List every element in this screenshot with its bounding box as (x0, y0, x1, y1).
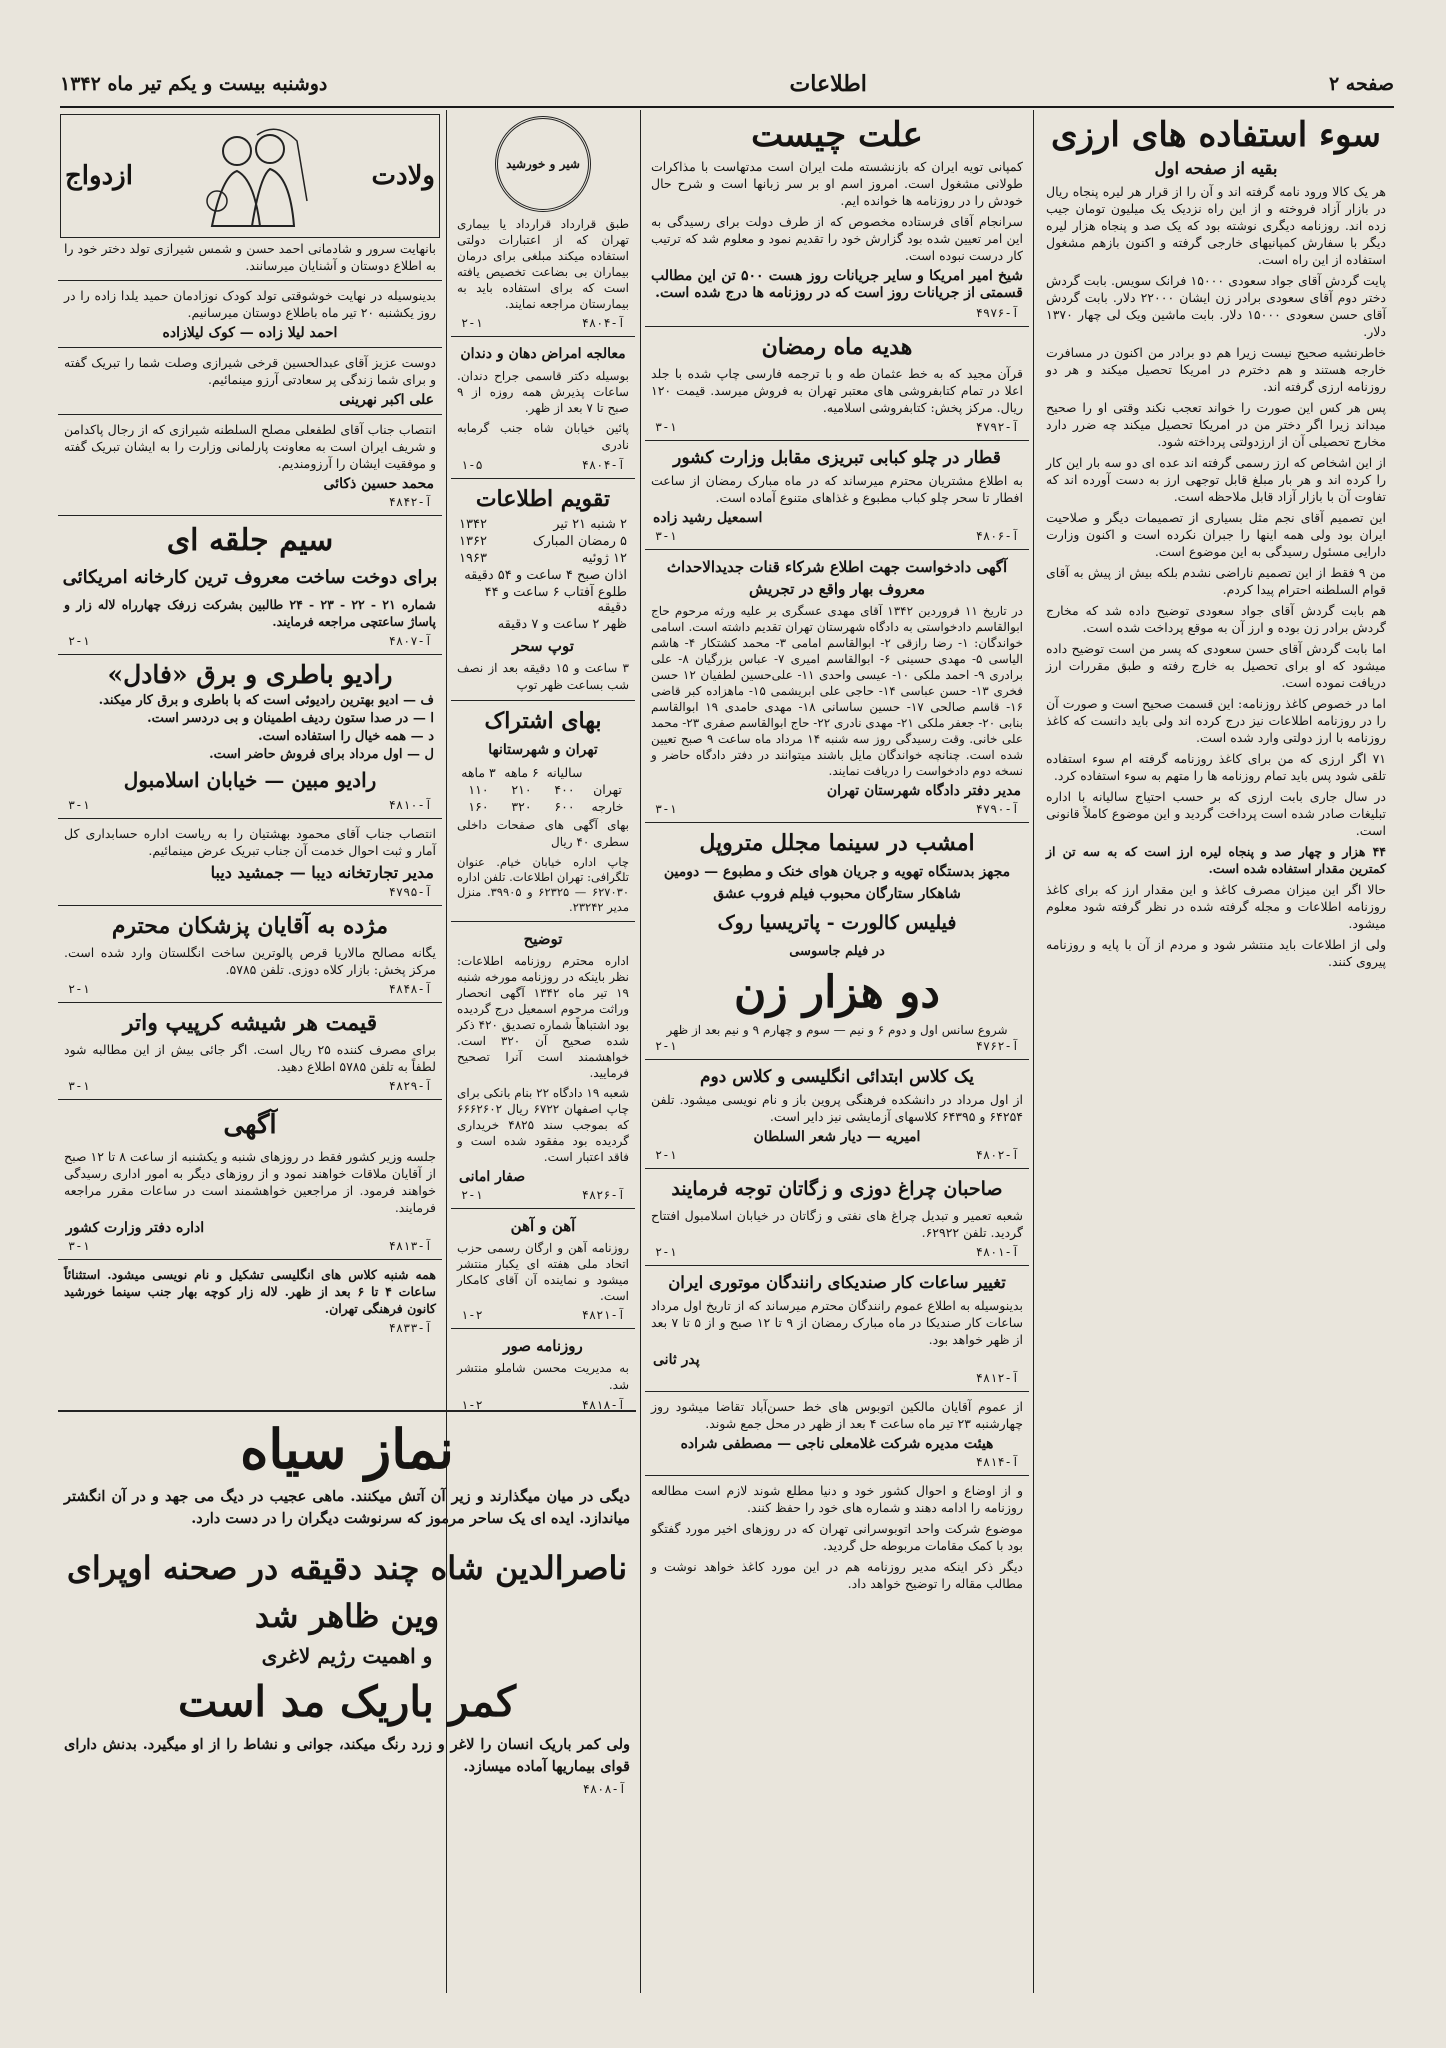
announcement: بانهایت سرور و شادمانی احمد حسن و شمس شیرازی تولد دختر خود را به اطلاع دوستان و آشنایان میرسانند. (64, 241, 436, 273)
notice-title: آگهی (223, 1110, 277, 1140)
calendar-row: طلوع آفتاب ۶ ساعت و ۴۴ دقیقه (484, 585, 627, 615)
film-headline: و اهمیت رژیم لاغری (261, 1644, 433, 1668)
article-paragraph: من ۹ فقط از این تصمیم ناراضی نشدم بلکه بیش از پیش به آقای قوام السلطنه احترام پیدا کردم. (1046, 565, 1387, 597)
ad-ref: آ-۴۸۴۲ (388, 495, 432, 509)
ad-ref: آ-۴۸۲۶ ۲-۱ (461, 1188, 625, 1202)
ad-title: قطار در چلو کبابی تبریزی مقابل وزارت کشور (673, 448, 1001, 468)
class-address: امیریه — دیار شعر السلطان (753, 1129, 921, 1145)
sahar-title: توپ سحر (512, 637, 574, 655)
article-title: سوء استفاده های ارزی (1050, 115, 1382, 155)
ad-ref: آ-۴۹۷۶ (975, 306, 1019, 320)
column-news (645, 112, 1029, 1992)
page-number: صفحه ۲ (1328, 73, 1394, 95)
notice-text: در تاریخ ۱۱ فروردین ۱۳۴۲ آقای مهدی عسگری بر علیه ورثه مرحوم حاج ابوالقاسم دادخواستی به دادگاه شهرستان تهران تقدیم داشته است. اسامی خواندگان: ۱- رضا رازقی ۲- ابوالقاسم امامی ۳- محمد کشتکار ۴- هاشم الیاسی ۵- مهدی حسینی ۶- ابوالقاسم امیری ۷- عباس بزرگیان ۸- علی برادری ۹- احمد ملکی ۱۰- عیسی واحدی ۱۱- علی‌حسین لطفیان ۱۲ حسن فخری ۱۳- حسن عباسی ۱۴- حاجی علی ابریشمی ۱۵- ماهزاده کبر قاضی ۱۶- قاسم صالحی ۱۷- حسین ساسانی ۱۸- مهدی حامدی ۱۹ ابوالقاسم بنابی ۲۰- جعفر ملکی ۲۱- مهدی نادری ۲۲- حاج ابوالقاسم صفری ۲۳- محمد علی خانی. وقت رسیدگی روز سه شنبه ۱۴ مرداد ماه ساعت ۹ صبح تعیین شده است. چنانچه خواندگان مایل باشند میتوانند در دفتر دادگاه حاضر و نسخه دوم دادخواست را دریافت نمایند. (651, 604, 1024, 778)
ad-title: هدیه ماه رمضان (761, 334, 913, 360)
column-ads (58, 112, 442, 1402)
paper-name: اطلاعات (789, 71, 867, 97)
doctors-title: مژده به آقایان پزشکان محترم (111, 913, 389, 939)
wire-title: سیم جلقه ای (166, 523, 334, 558)
announcement-signature: احمد لیلا زاده — کوک لیلازاده (162, 325, 338, 341)
owners-text: شعبه تعمیر و تبدیل چراغ های نفتی و زگاتان در خیابان اسلامبول افتتاح گردید. تلفن ۶۲۹۲۲. (651, 1208, 1023, 1240)
article-paragraph: اما بابت گردش آقای حسن سعودی که پسر من است توضیح داده میشود که او برای تحصیل به خارج رفته و طبق مقررات ارز دریافت نموده است. (1046, 641, 1386, 690)
ad-text: به اطلاع مشتریان محترم میرساند که در ماه مبارک رمضان از ساعت افطار تا سحر چلو کباب مطبوع و غذاهای متنوع آماده است. (651, 473, 1023, 505)
owners-title: صاحبان چراغ دوزی و زگاتان توجه فرمایند (671, 1178, 1003, 1200)
ad-ref: آ-۴۸۱۰ ۳-۱ (68, 798, 432, 812)
article-closing: ولی از اطلاعات باید منتشر شود و مردم از آن با پایه و روزنامه پیروی کنند. (1046, 937, 1386, 969)
doctors-text: یگانه مصالح مالاریا قرص پالوترین ساخت انگلستان وارد شده است. مرکز پخش: بازار کلاه دوزی. تلفن ۵۷۸۵. (64, 945, 436, 977)
article-title: علت چیست (751, 115, 923, 155)
article-paragraph: کمپانی تویه ایران که بازنشسته ملت ایران است مدتهاست با مذاکرات طولانی مشغول است. امروز اسم او بر سر زبانها است و شرح حال خودش را در روزنامه ها خوانده ایم. (651, 159, 1023, 208)
ad-ref: آ-۴۸۱۲ (975, 1371, 1019, 1385)
article-paragraph: این تصمیم آقای نجم مثل بسیاری از تصمیمات دیگر و صلاحیت ایران بود ولی همه اینها را جبران نکرده است و اکنون وزارت دارایی مسئول رسیدگی به این موضوع است. (1046, 510, 1386, 559)
column-info (451, 112, 635, 1412)
ad-ref: آ-۴۷۶۲ ۲-۱ (655, 1039, 1019, 1053)
cinema-film-title: دو هزار زن (734, 967, 940, 1018)
dental-title: معالجه امراض دهان و دندان (460, 346, 626, 362)
radio-feature: ا — در صدا ستون ردیف اطمینان و بی دردسر است. (147, 711, 434, 726)
film-outro: ولی کمر باریک انسان را لاغر و زرد رنگ میکند، جوانی و نشاط را از او میگیرد. بدنش دارای قوای بیماریها آماده میسازد. (64, 1736, 630, 1775)
ad-ref: آ-۴۸۰۶ ۳-۱ (655, 529, 1019, 543)
radio-shop: رادیو مبین — خیابان اسلامبول (123, 768, 377, 792)
lion-sun-emblem: شیر و خورشید (495, 116, 591, 212)
birth-label: ولادت (371, 161, 435, 191)
continued-label: بقیه از صفحه اول (1154, 159, 1278, 178)
radio-feature: د — همه خیال را استفاده است. (258, 729, 434, 744)
radio-feature: ل — اول مرداد برای فروش حاضر است. (209, 747, 434, 762)
calendar-row: ظهر ۲ ساعت و ۷ دقیقه (497, 617, 627, 632)
ad-ref: آ-۴۸۲۱ ۱-۲ (461, 1308, 625, 1322)
article-paragraph: در سال جاری بابت ارزی که بر حسب احتیاج سالیانه با اداره تبلیغات صادر شده است پرداخت گردید و این موضوع کاملاً قانونی است. (1046, 789, 1386, 838)
notice-signature: مدیر دفتر دادگاه شهرستان تهران (826, 783, 1021, 799)
drivers-title: تغییر ساعات کار صندیکای رانندگان موتوری ایران (668, 1273, 1006, 1292)
rooz-title: روزنامه صور (503, 1337, 583, 1355)
notice-title: آگهی دادخواست جهت اطلاع شرکاء قنات جدیدالاحداث معروف بهار واقع در تجریش (666, 558, 1008, 598)
announcement: بدینوسیله در نهایت خوشوقتی تولد کودک نوزادمان حمید یلدا زاده را در روز یکشنبه ۲۰ تیر ماه باطلاع دوستان میرسانیم. (64, 288, 436, 320)
dental-address: پائین خیابان شاه جنب گرمابه نادری (457, 421, 629, 452)
drivers-signature: پدر ثانی (653, 1352, 700, 1368)
ad-ref: آ-۴۸۱۴ (975, 1455, 1019, 1469)
masthead (60, 62, 1394, 108)
ad-ref: آ-۴۸۰۷ ۲-۱ (68, 634, 432, 648)
film-headline: وین ظاهر شد (254, 1597, 440, 1635)
class-title: یک کلاس ابتدائی انگلیسی و کلاس دوم (699, 1067, 975, 1087)
ad-ref: آ-۴۸۰۱ ۲-۱ (655, 1245, 1019, 1259)
iron-text: روزنامه آهن و ارگان رسمی حزب اتحاد ملی هفته ای یکبار منتشر میشود و نماینده آن آقای کامکار است. (457, 1241, 629, 1303)
announcement-signature: علی اکبر نهرینی (339, 392, 434, 408)
cinema-times: شروع سانس اول و دوم ۶ و نیم — سوم و چهارم ۹ و نیم بعد از ظهر (666, 1023, 1008, 1037)
marriage-birth-banner (60, 114, 440, 238)
ad-ref: آ-۴۸۰۲ ۲-۱ (655, 1148, 1019, 1162)
article-paragraph: ۷۱ اگر ارزی که من برای کاغذ روزنامه گرفته ام سوء استفاده تلقی شود پس باید تمام روزنامه ها را متهم به سوء استفاده کرد. (1046, 751, 1386, 783)
article-paragraph: پس هر کس این صورت را خواند تعجب نکند وقتی او را صحیح میداند زیرا اگر دختر من در امریکا تحصیل میکند چه ضرر دارد مخارج تحصیلی آن از ارزدولتی پرداخته شود. (1046, 400, 1386, 449)
article-paragraph: حالا اگر این میزان مصرف کاغذ و این مقدار ارز که برای کاغذ روزنامه اطلاعات و مجله گرفته شده در نظر گرفته شود معلوم میشود. (1046, 882, 1386, 931)
crepe-title: قیمت هر شیشه کرپیپ واتر (122, 1010, 378, 1036)
film-headline: کمر باریک مد است (177, 1677, 516, 1726)
announcement: انتصاب جناب آقای لطفعلی مصلح السلطنه شیرازی که از رجال پاکدامن و شریف ایران است به معاونت پارلمانی وزارت را به ایشان تبریک گفته و موفقیت ایشان را آرزومندیم. (64, 422, 436, 471)
calendar-row: اذان صبح ۴ ساعت و ۵۴ دقیقه (464, 568, 627, 583)
cinema-subtitle: مجهز بدستگاه تهویه و جریان هوای خنک و مطبوع — دومین شاهکار ستارگان محبوب فیلم فروب عشق (663, 864, 1011, 902)
article-paragraph: سرانجام آقای فرستاده مخصوص که از طرف دولت برای رسیدگی به این امر تعیین شده بود گزارش خود را تقدیم نمود و معلوم شد که ترتیب کار درست نبوده است. (651, 214, 1023, 263)
congrats-signature: مدیر تجارتخانه دیبا — جمشید دیبا (210, 863, 434, 882)
calendar-table (451, 517, 635, 632)
ad-ref: آ-۴۸۴۸ ۲-۱ (68, 982, 432, 996)
ad-ref: آ-۴۸۰۴ ۱-۵ (461, 458, 625, 472)
notice-signature: اداره دفتر وزارت کشور (66, 1220, 205, 1236)
cinema-genre: در فیلم جاسوسی (789, 944, 885, 959)
film-advertisement (58, 1410, 636, 1972)
ad-ref: آ-۴۷۹۵ (388, 885, 432, 899)
column-rule (640, 110, 641, 1993)
ad-ref: آ-۴۸۰۴ ۲-۱ (461, 316, 625, 330)
article-paragraph: خاطرنشیه صحیح نیست زیرا هم دو برادر من اکنون در مسافرت خارجه هستند و هم دخترم در امریکا تحصیل میکند و هر دو روزنامه ارزی گرفته اند. (1046, 345, 1386, 394)
radio-feature: ف — ادیو بهترین رادیوئی است که با باطری و برق کار میکند. (98, 693, 434, 708)
ad-ref: آ-۴۸۲۹ ۳-۱ (68, 1079, 432, 1093)
ad-ref: آ-۴۸۱۳ ۳-۱ (68, 1239, 432, 1253)
cinema-stars: فیلیس کالورت - پاتریسیا روک (717, 912, 957, 934)
article-paragraph: اما در خصوص کاغذ روزنامه: این قسمت صحیح است و صورت آن را در روزنامه اطلاعات نیز درج کرده اند ولی باید دانست که کاغذ روزنامه با ارز دولتی وارد شده است. (1046, 696, 1386, 745)
couple-illustration-icon (182, 121, 322, 231)
notice-text: جلسه وزیر کشور فقط در روزهای شنبه و یکشنبه از ساعت ۸ تا ۱۲ صبح از آقایان ملاقات خواهند نمود و از روزهای دیگر به امور اداری رسیدگی خواهند فرمود. از مراجعین خواهشمند است در ساعات مقرر مراجعه فرمایند. (64, 1149, 437, 1215)
article-paragraph: شیخ امیر امریکا و سایر جریانات روز هست ۵۰۰ تن این مطالب قسمتی از جریانات روز است که در روزنامه ها درج شده است. (651, 268, 1023, 301)
subscription-note: بهای آگهی های صفحات داخلی سطری ۴۰ ریال (457, 818, 629, 849)
column-arz-article (1040, 112, 1392, 1992)
calendar-row: ۲ شنبه ۲۱ تیر ۱۳۴۲ (459, 517, 627, 532)
congrats-text: انتصاب جناب آقای محمود بهشتیان را به ریاست اداره حسابداری کل آمار و ثبت احوال خدمت آن جناب تبریک عرض مینمائیم. (64, 826, 436, 858)
marriage-label: ازدواج (65, 161, 133, 191)
calendar-title: تقویم اطلاعات (475, 486, 611, 512)
article-paragraph: از این اشخاص که ارز رسمی گرفته اند عده ای دو سه بار این کار را کرده اند و هر بار مبلغ قابل توجهی ارز به دست آورده اند که تفاوت آن با بازار آزاد قابل ملاحظه است. (1046, 455, 1386, 504)
dental-text: بوسیله دکتر قاسمی جراح دندان. ساعات پذیرش همه روزه از ۹ صبح تا ۷ بعد از ظهر. (457, 369, 629, 415)
office-address: چاپ اداره خیابان خیام. عنوان تلگرافی: تهران اطلاعات. تلفن اداره ۶۲۷۰۳۰ — ۶۲۳۲۵ و ۳۹۹۰۵. منزل مدیر ۲۳۲۴۲. (457, 855, 629, 914)
wire-subtitle: برای دوخت ساخت معروف ترین کارخانه امریکائی (62, 567, 438, 588)
closing-paragraph: دیگر ذکر اینکه مدیر روزنامه هم در این مورد کاغذ خواهد نوشت و مطالب مقاله را توضیح خواهد داد. (651, 1559, 1023, 1591)
classes-text: همه شنبه کلاس های انگلیسی تشکیل و نام نویسی میشود. استثنائاً ساعات ۴ تا ۶ بعد از ظهر. لاله زار کوچه بهار جنب سینما خورشید کانون فرهنگی تهران. (64, 1267, 436, 1316)
clarification-text: اداره محترم روزنامه اطلاعات: نظر باینکه در روزنامه مورخه شنبه ۱۹ تیر ماه ۱۳۴۲ آگهی انحصار وراثت مرحوم اسمعیل درج گردیده بود اشتباهاً شماره تصدیق ۴۲۰ ذکر شده صحیح آن ۳۲۰ است. خواهشمند است آنرا تصحیح فرمایید. (457, 954, 629, 1080)
sahar-text: ۳ ساعت و ۱۵ دقیقه بعد از نصف شب بساعت ظهر توپ (457, 661, 629, 692)
ad-ref: آ-۴۷۹۲ ۳-۱ (655, 420, 1019, 434)
article-paragraph: پایت گردش آقای جواد سعودی ۱۵۰۰۰ فرانک سویس. بابت گردش دختر دوم آقای سعودی برادر زن ایشان ۲۲۰۰۰ دلار. بابت گردش آقای حسن سعودی ۱۵۰۰۰ دلار. بابت ماشین ویک لی چهار ۱۳۷۰ دلار. (1046, 273, 1387, 339)
rooz-text: به مدیریت محسن شاملو منتشر شد. (457, 1361, 629, 1392)
article-paragraph: هم بابت گردش آقای جواد سعودی توضیح داده شد که مخارج گردش برادر زن بوده و ارز آن به موقع پرداخت شده است. (1046, 603, 1386, 635)
article-paragraph: ۴۴ هزار و چهار صد و پنجاه لیره ارز است که به سه تن از کمترین مقدار استفاده شده است. (1046, 844, 1386, 876)
announcement: دوست عزیز آقای عبدالحسین قرخی شیرازی وصلت شما را تبریک گفته و برای شما زندگی پر سعادتی آرزو مینمائیم. (64, 355, 436, 387)
closing-paragraph: موضوع شرکت واحد اتوبوسرانی تهران که در روزهای اخیر مورد گفتگو بود با کمک مقامات مربوطه حل گردید. (651, 1521, 1023, 1553)
iron-title: آهن و آهن (510, 1217, 576, 1235)
film-title: نماز سیاه (240, 1417, 454, 1481)
column-rule (1033, 110, 1034, 1993)
closing-paragraph: و از اوضاع و احوال کشور خود و دنیا مطلع شوند لازم است مطالعه روزنامه را ادامه دهند و شماره های خود را حفظ کنند. (651, 1483, 1023, 1515)
calendar-row: ۵ رمضان المبارک ۱۳۶۲ (459, 534, 627, 549)
issue-date: دوشنبه بیست و یکم تیر ماه ۱۳۴۲ (60, 73, 328, 95)
calendar-row: ۱۲ ژوئیه ۱۹۶۳ (459, 551, 627, 566)
subscription-subtitle: تهران و شهرستانها (488, 742, 598, 758)
announcement-signature: محمد حسین ذکائی (323, 476, 434, 492)
film-intro: دیگی در میان میگذارند و زیر آن آتش میکنند. ماهی عجیب در دیگ می جهد و در آن انگشتر میاندازد. ایده ای یک ساحر مرموز که سرنوشت دیگران را در دست دارد. (64, 1488, 630, 1527)
article-paragraph: هر یک کالا ورود نامه گرفته اند و آن را از قرار هر لیره پنجاه ریال در بازار آزاد فروخته و از این راه نزدیک یک میلیون تومان جیب زده اند. روزنامه دیگری نوشته بود که یک صد و پنجاه هزار لیره دیگر با سفارش کمپانیهای خارجی گرفته و اکنون بازهم مشغول استفاده از این راه است. (1046, 184, 1386, 267)
info-text: طبق قرارداد قرارداد یا بیماری تهران که از اعتبارات دولتی استفاده میکند مبلغی برای درمان بیماران بی بضاعت تخصیص یافته است که برای استفاده باید به بیمارستان مراجعه نمایند. (457, 217, 629, 311)
bus-signature: هیئت مدیره شرکت غلامعلی ناجی — مصطفی شراده (680, 1436, 994, 1452)
class-text: از اول مرداد در دانشکده فرهنگی پروین باز و نام نویسی میشود. تلفن ۶۴۲۵۴ و ۶۴۳۹۵ کلاسهای آزمایشی نیز دایر است. (651, 1092, 1023, 1124)
ad-ref: آ-۴۸۳۳ (388, 1321, 432, 1335)
drivers-text: بدینوسیله به اطلاع عموم رانندگان محترم میرساند که از تاریخ اول مرداد ساعات کار صندیکا در ماه مبارک رمضان از ۹ تا ۱۲ صبح و از ۵ تا ۷ بعد از ظهر خواهد بود. (651, 1298, 1024, 1347)
ad-ref: آ-۴۸۰۸ (582, 1782, 626, 1796)
radio-title: رادیو باطری و برق «فادل» (107, 660, 393, 689)
clarification-extra: شعبه ۱۹ دادگاه ۲۲ بنام بانکی برای چاپ اصفهان ۶۷۲۲ ریال ۶۶۶۲۶۰۲ که بموجب سند ۴۸۲۵ خریداری گردیده بود مفقود شده است و فاقد اعتبار است. (457, 1086, 630, 1164)
clarification-signature: صفار امانی (459, 1169, 526, 1185)
wire-text: شماره ۲۱ - ۲۲ - ۲۳ - ۲۴ طالبین بشرکت زرفک چهارراه لاله زار و پاساژ ساعتچی مراجعه فرمایند. (64, 597, 436, 629)
ad-signature: اسمعیل رشید زاده (653, 510, 763, 526)
ad-text: قرآن مجید که به خط عثمان طه و با ترجمه فارسی چاپ شده با جلد اعلا در تمام کتابفروشی های معتبر تهران به فروش میرسد. قیمت ۱۲۰ ریال. مرکز پخش: کتابفروشی اسلامیه. (651, 366, 1023, 415)
crepe-text: برای مصرف کننده ۲۵ ریال است. اگر جائی بیش از این مطالبه شود لطفاً به تلفن ۵۷۸۵ اطلاع دهید. (64, 1042, 436, 1074)
film-headline: ناصرالدین شاه چند دقیقه در صحنه اوپرای (66, 1549, 628, 1587)
cinema-title: امشب در سینما مجلل متروپل (699, 830, 975, 856)
subscription-table: سالیانه ۶ ماهه ۳ ماهه تهران ۴۰۰ ۲۱۰ ۱۱۰ خارجه ۶۰۰ ۳۲۰ ۱۶۰ (461, 765, 624, 814)
clarification-title: توضیح (523, 930, 563, 948)
subscription-title: بهای اشتراک (484, 708, 602, 734)
ad-ref: آ-۴۸۱۸ ۱-۲ (461, 1398, 625, 1412)
bus-text: از عموم آقایان مالکین اتوبوس های خط حسن‌آباد تقاضا میشود روز چهارشنبه ۲۳ تیر ماه ساعت ۴ بعد از ظهر در محل جمع شوند. (651, 1399, 1023, 1431)
ad-ref: آ-۴۷۹۰ ۳-۱ (655, 802, 1019, 816)
